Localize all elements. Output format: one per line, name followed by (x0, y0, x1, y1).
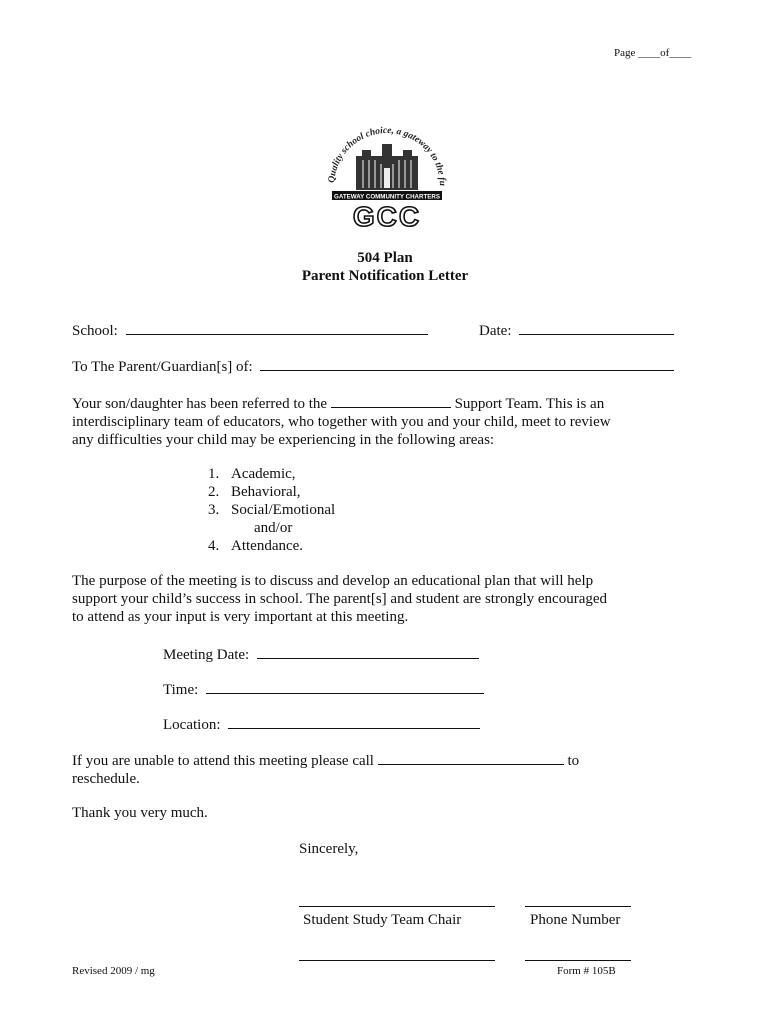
time-blank[interactable] (206, 679, 484, 694)
list-item: 1. Academic, (208, 466, 296, 482)
purpose-line-3: to attend as your input is very important at this meeting. (72, 609, 409, 625)
page-number-label: Page ____of____ (614, 47, 692, 59)
support-team-blank[interactable] (331, 393, 451, 408)
document-subtitle: Parent Notification Letter (301, 268, 469, 284)
date-field (479, 320, 674, 340)
location-label: Location: (163, 717, 221, 733)
chair-label: Student Study Team Chair (303, 912, 462, 928)
logo-arc-text: Quality school choice, a gateway to the fu (327, 125, 448, 187)
school-field (72, 320, 428, 340)
intro-line-1b: Support Team. This is an (454, 396, 605, 412)
school-logo (318, 118, 456, 236)
list-item: and/or (254, 520, 293, 536)
location-blank[interactable] (228, 714, 480, 729)
closing-text: Sincerely, (299, 841, 359, 857)
school-blank[interactable] (126, 320, 428, 335)
parent-blank[interactable] (260, 356, 674, 371)
second-phone-line[interactable] (525, 960, 631, 961)
intro-paragraph (72, 393, 611, 449)
list-item: 4. Attendance. (208, 538, 304, 554)
form-number: Form # 105B (557, 965, 616, 977)
intro-line-1a: Your son/daughter has been referred to the (72, 396, 328, 412)
chair-signature-line[interactable] (299, 906, 495, 907)
phone-label: Phone Number (530, 912, 621, 928)
logo-monogram: GCC (352, 201, 422, 232)
list-item: 3. Social/Emotional (208, 502, 336, 518)
reschedule-line-1b: to (567, 753, 580, 769)
intro-line-2: interdisciplinary team of educators, who together with you and your child, meet to review (72, 414, 611, 430)
time-field (163, 679, 484, 699)
intro-line-3: any difficulties your child may be experiencing in the following areas: (72, 432, 495, 448)
areas-list (208, 465, 335, 555)
meeting-date-blank[interactable] (257, 644, 479, 659)
phone-signature-line[interactable] (525, 906, 631, 907)
second-chair-line[interactable] (299, 960, 495, 961)
call-number-blank[interactable] (378, 750, 564, 765)
reschedule-line-1a: If you are unable to attend this meeting please call (72, 753, 374, 769)
date-blank[interactable] (519, 320, 674, 335)
logo-banner-text: GATEWAY COMMUNITY CHARTERS (334, 193, 440, 201)
logo-graphic (318, 118, 456, 236)
purpose-line-2: support your child’s success in school. The parent[s] and student are strongly encouraged (72, 591, 608, 607)
revised-note: Revised 2009 / mg (72, 965, 155, 977)
date-label: Date: (479, 323, 512, 339)
list-item: 2. Behavioral, (208, 484, 301, 500)
reschedule-line-2: reschedule. (72, 771, 140, 787)
school-label: School: (72, 323, 118, 339)
time-label: Time: (163, 682, 199, 698)
document-title: 504 Plan (357, 250, 413, 266)
purpose-line-1: The purpose of the meeting is to discuss and develop an educational plan that will help (72, 573, 594, 589)
purpose-paragraph (72, 572, 607, 626)
parent-field (72, 356, 674, 376)
meeting-date-label: Meeting Date: (163, 647, 250, 663)
parent-label: To The Parent/Guardian[s] of: (72, 359, 253, 375)
reschedule-paragraph (72, 750, 579, 788)
thanks-text: Thank you very much. (72, 805, 208, 821)
location-field (163, 714, 480, 734)
meeting-date-field (163, 644, 479, 664)
